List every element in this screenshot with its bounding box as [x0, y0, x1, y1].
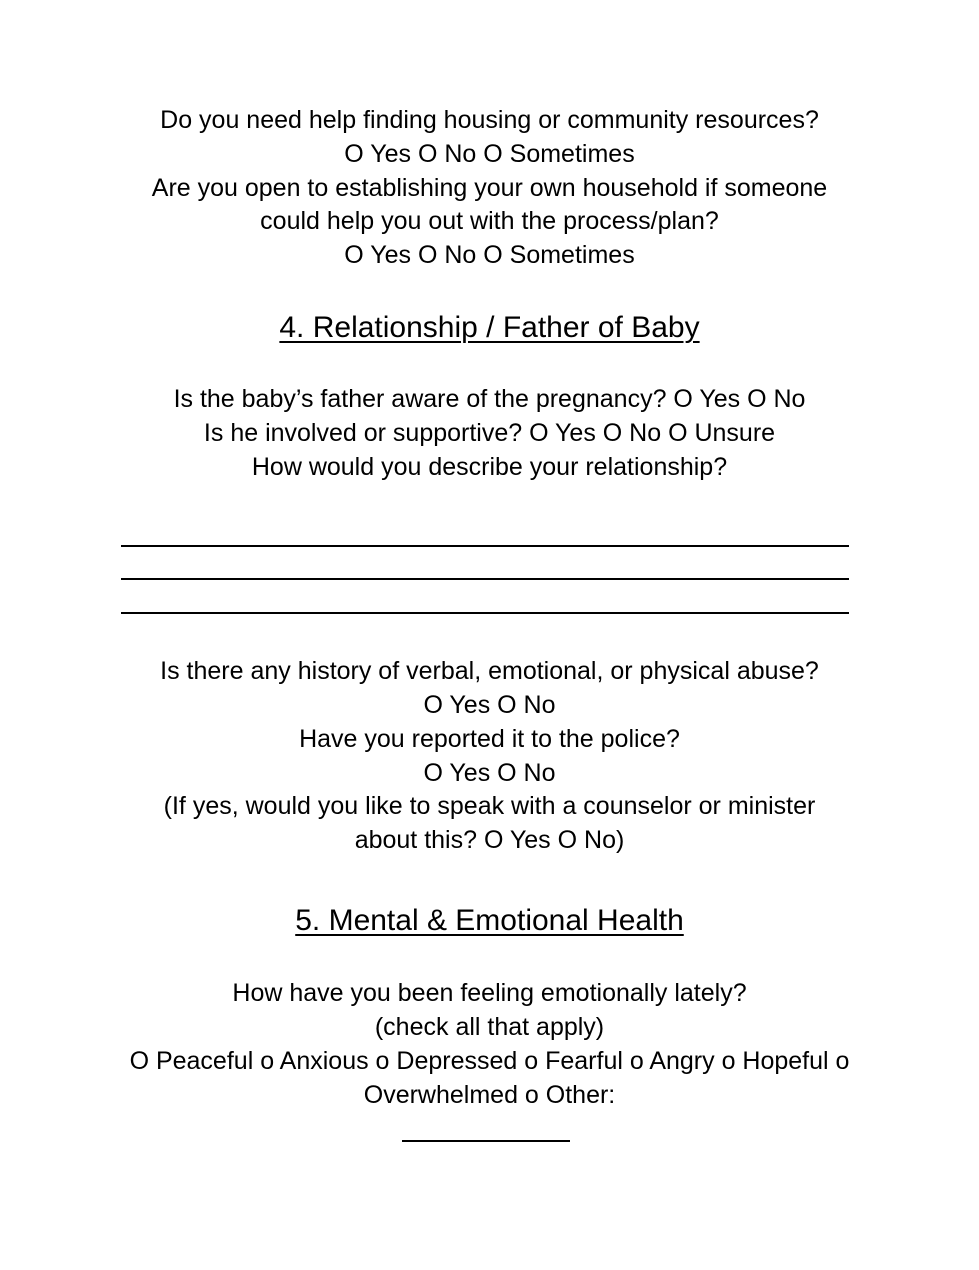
options-emotions-line1[interactable]: O Peaceful o Anxious o Depressed o Fearful o Angry o Hopeful o: [129, 1047, 850, 1075]
question-father-aware[interactable]: Is the baby’s father aware of the pregnancy? O Yes O No: [173, 385, 806, 413]
options-police-report[interactable]: O Yes O No: [423, 759, 556, 787]
answer-blank-line-2[interactable]: [121, 578, 849, 580]
question-emotional-note: (check all that apply): [374, 1013, 605, 1041]
question-household-line1: Are you open to establishing your own household if someone: [151, 174, 828, 202]
question-household-line2: could help you out with the process/plan?: [260, 207, 719, 235]
options-abuse-history[interactable]: O Yes O No: [423, 691, 556, 719]
question-counselor-line1: (If yes, would you like to speak with a counselor or minister: [163, 792, 816, 820]
options-household[interactable]: O Yes O No O Sometimes: [344, 241, 635, 269]
question-abuse-history: Is there any history of verbal, emotional, or physical abuse?: [160, 657, 819, 685]
question-counselor-line2[interactable]: about this? O Yes O No): [354, 826, 625, 854]
other-emotion-blank[interactable]: [402, 1140, 570, 1142]
answer-blank-line-1[interactable]: [121, 545, 849, 547]
question-relationship-describe: How would you describe your relationship?: [251, 453, 728, 481]
section-4-heading-text: 4. Relationship / Father of Baby: [279, 311, 700, 344]
section-5-heading: [0, 901, 979, 941]
question-resources: Do you need help finding housing or community resources?: [160, 106, 819, 134]
section-4-heading: [0, 308, 979, 348]
question-police-report: Have you reported it to the police?: [299, 725, 680, 753]
options-emotions-line2[interactable]: Overwhelmed o Other:: [363, 1081, 616, 1109]
question-father-involved[interactable]: Is he involved or supportive? O Yes O No O Unsure: [203, 419, 776, 447]
section-5-heading-text: 5. Mental & Emotional Health: [295, 904, 684, 937]
question-emotional-feeling: How have you been feeling emotionally lately?: [232, 979, 747, 1007]
options-resources[interactable]: O Yes O No O Sometimes: [344, 140, 635, 168]
answer-blank-line-3[interactable]: [121, 612, 849, 614]
